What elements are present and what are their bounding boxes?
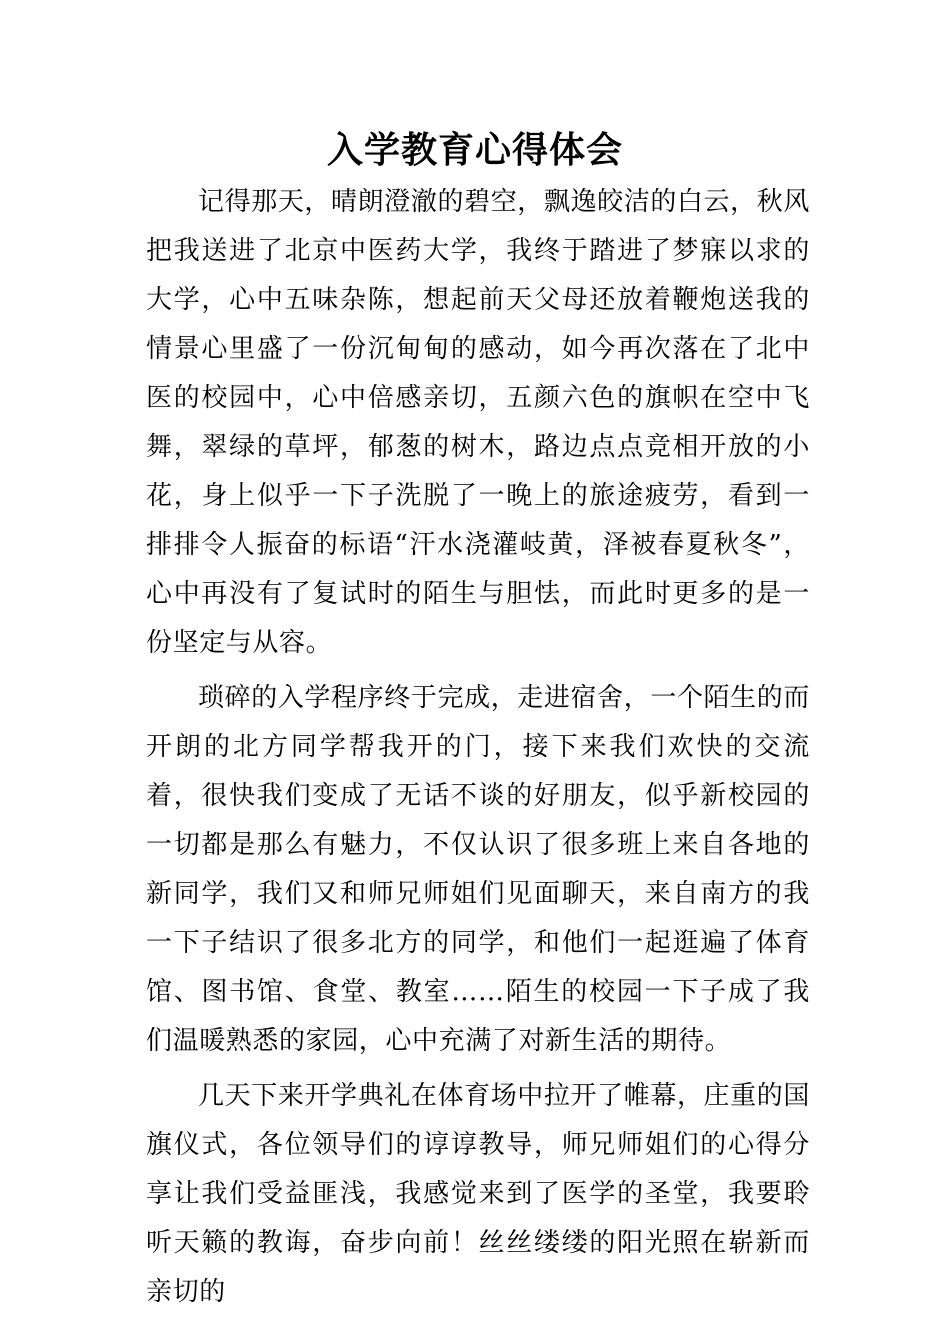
document-body <box>146 178 810 1323</box>
document-title: 入学教育心得体会 <box>326 129 623 171</box>
paragraph-3: 几天下来开学典礼在体育场中拉开了帷幕，庄重的国旗仪式，各位领导们的谆谆教导，师兄师姐们的心得分享让我们受益匪浅，我感觉来到了医学的圣堂，我要聆听天籁的教诲，奋步向前！丝丝缕缕的阳光照在崭新而亲切的 <box>146 1081 810 1307</box>
paragraph-2: 琐碎的入学程序终于完成，走进宿舍，一个陌生的而开朗的北方同学帮我开的门，接下来我们欢快的交流着，很快我们变成了无话不谈的好朋友，似乎新校园的一切都是那么有魅力，不仅认识了很多班上来自各地的新同学，我们又和师兄师姐们见面聊天，来自南方的我一下子结识了很多北方的同学，和他们一起逛遍了体育馆、图书馆、食堂、教室……陌生的校园一下子成了我们温暖熟悉的家园，心中充满了对新生活的期待。 <box>146 683 810 1056</box>
paragraph-1: 记得那天，晴朗澄澈的碧空，飘逸皎洁的白云，秋风把我送进了北京中医药大学，我终于踏进了梦寐以求的大学，心中五味杂陈，想起前天父母还放着鞭炮送我的情景心里盛了一份沉甸甸的感动，如今再次落在了北中医的校园中，心中倍感亲切，五颜六色的旗帜在空中飞舞，翠绿的草坪，郁葱的树木，路边点点竞相开放的小花，身上似乎一下子洗脱了一晚上的旅途疲劳，看到一排排令人振奋的标语“汗水浇灌岐黄，泽被春夏秋冬”，心中再没有了复试时的陌生与胆怯，而此时更多的是一份坚定与从容。 <box>146 187 810 658</box>
